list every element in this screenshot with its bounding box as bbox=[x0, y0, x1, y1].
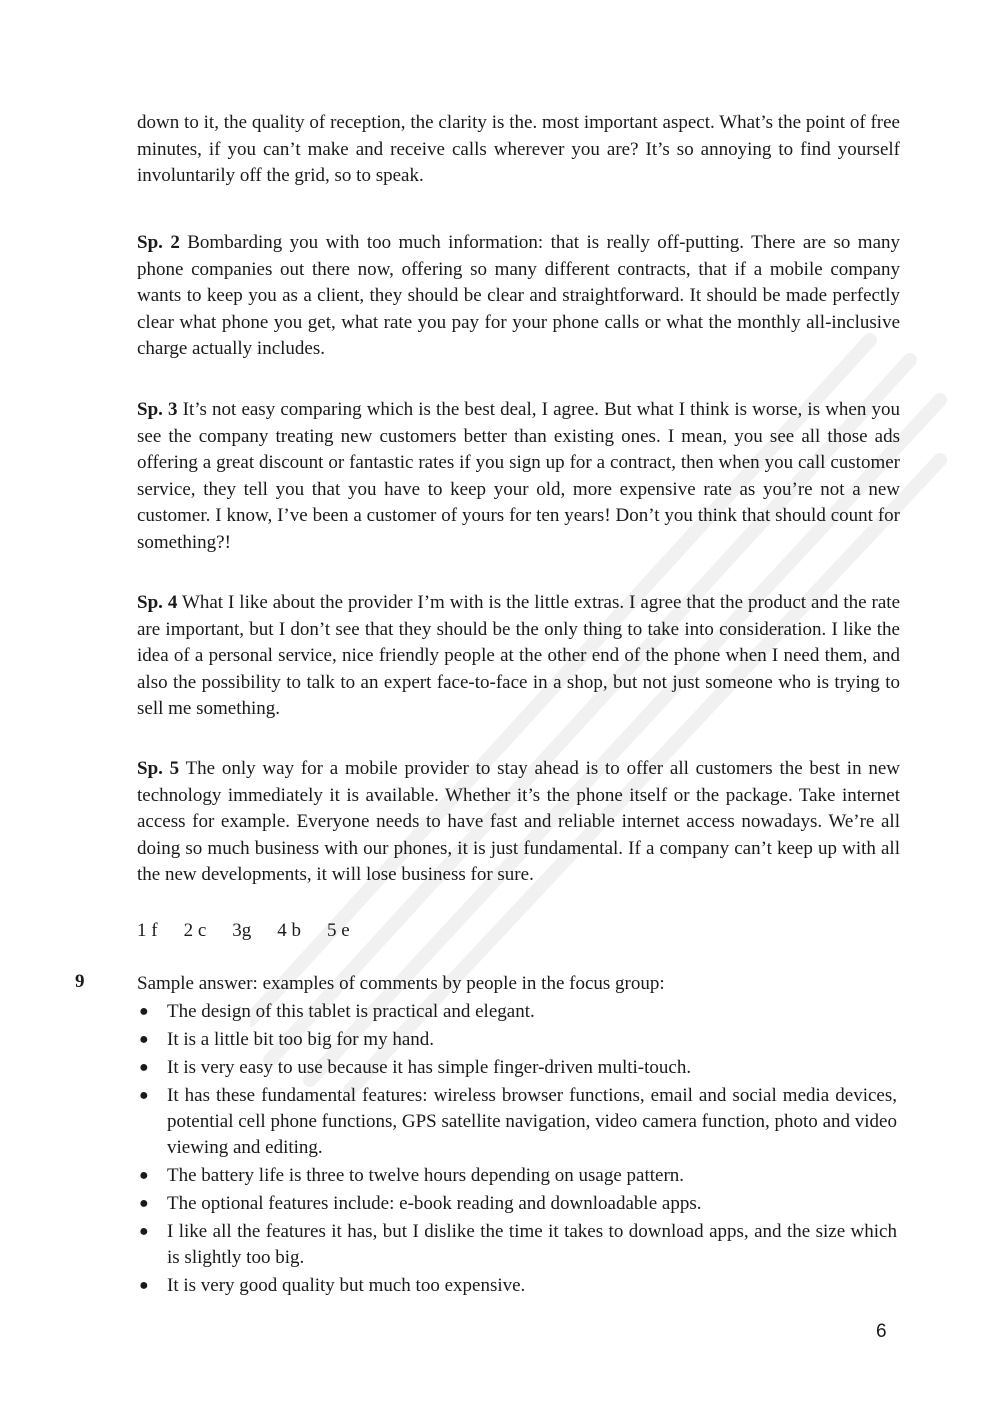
answer-item: 1 f bbox=[137, 920, 158, 941]
list-item: ● It is very good quality but much too expensive. bbox=[137, 1273, 897, 1299]
list-item: ● It is a little bit too big for my hand. bbox=[137, 1027, 897, 1053]
speaker-label: Sp. 4 bbox=[137, 592, 178, 613]
list-item: ● I like all the features it has, but I dislike the time it takes to download apps, and the size which is slightly too big. bbox=[139, 1221, 897, 1268]
intro-paragraph: down to it, the quality of reception, the clarity is the. most important aspect. What’s the point of free minutes, if you can’t make and receive calls wherever you are? It’s so annoying to find yourself involuntarily off the grid, so to speak. bbox=[137, 112, 900, 186]
list-item: ● It has these fundamental features: wireless browser functions, email and social media devices, potential cell phone functions, GPS satellite navigation, video camera function, photo and video viewing and editing. bbox=[139, 1085, 897, 1158]
bullet-icon: ● bbox=[139, 1195, 149, 1212]
list-item: ● It is very easy to use because it has simple finger-driven multi-touch. bbox=[137, 1055, 897, 1081]
speaker-3-paragraph bbox=[137, 397, 900, 556]
bullet-icon: ● bbox=[139, 1031, 149, 1048]
answer-item: 4 b bbox=[277, 920, 302, 941]
speaker-label: Sp. 2 bbox=[137, 232, 180, 253]
bullet-icon: ● bbox=[139, 1223, 149, 1240]
bullet-icon: ● bbox=[139, 1087, 149, 1104]
bullet-icon: ● bbox=[139, 1003, 149, 1020]
speaker-label: Sp. 3 bbox=[137, 399, 178, 420]
answer-item: 5 e bbox=[327, 920, 350, 941]
speaker-text: Bombarding you with too much information: that is really off-putting. There are so many phone companies out there now, offering so many different contracts, that if a mobile company wants to keep you as a client, they should be clear and straightforward. It should be made perfectly clear what phone you get, what rate you pay for your phone calls or what the monthly all-inclusive charge actually includes. bbox=[137, 232, 901, 359]
speaker-2-paragraph bbox=[137, 230, 900, 363]
speaker-text: What I like about the provider I’m with is the little extras. I agree that the product and the rate are important, but I don’t see that they should be the only thing to take into consideration. I like the idea of a personal service, nice friendly people at the other end of the phone when I need them, and also the possibility to talk to an expert face-to-face in a shop, but not just someone who is trying to sell me something. bbox=[137, 592, 901, 719]
answer-item: 2 c bbox=[183, 920, 207, 941]
list-item: ● The battery life is three to twelve hours depending on usage pattern. bbox=[137, 1163, 897, 1189]
comment-list bbox=[137, 999, 897, 1301]
speaker-5-paragraph bbox=[137, 756, 900, 889]
speaker-4-paragraph bbox=[137, 590, 900, 723]
bullet-icon: ● bbox=[139, 1277, 149, 1294]
page-number: 6 bbox=[876, 1321, 887, 1342]
speaker-text: It’s not easy comparing which is the best deal, I agree. But what I think is worse, is when you see the company treating new customers better than existing ones. I mean, you see all those ads offering a great discount or fantastic rates if you sign up for a contract, then when you call customer service, they tell you that you have to keep your old, more expensive rate as you’re not a new customer. I know, I’ve been a customer of yours for ten years! Don’t you think that should count for something?! bbox=[137, 399, 900, 553]
sample-heading: Sample answer: examples of comments by people in the focus group: bbox=[137, 973, 665, 994]
bullet-icon: ● bbox=[139, 1059, 149, 1076]
question-number: 9 bbox=[75, 971, 85, 992]
bullet-icon: ● bbox=[139, 1167, 149, 1184]
speaker-label: Sp. 5 bbox=[137, 758, 180, 779]
answer-item: 3g bbox=[232, 920, 252, 941]
list-item: ● The optional features include: e-book reading and downloadable apps. bbox=[137, 1191, 897, 1217]
speaker-text: The only way for a mobile provider to stay ahead is to offer all customers the best in new technology immediately it is available. Whether it’s the phone itself or the package. Take internet access for example. Everyone needs to have fast and reliable internet access nowadays. We’re all doing so much business with our phones, it is just fundamental. If a company can’t keep up with all the new developments, it will lose business for sure. bbox=[137, 758, 900, 885]
answer-key bbox=[137, 918, 376, 944]
list-item: ● The design of this tablet is practical and elegant. bbox=[137, 999, 897, 1025]
